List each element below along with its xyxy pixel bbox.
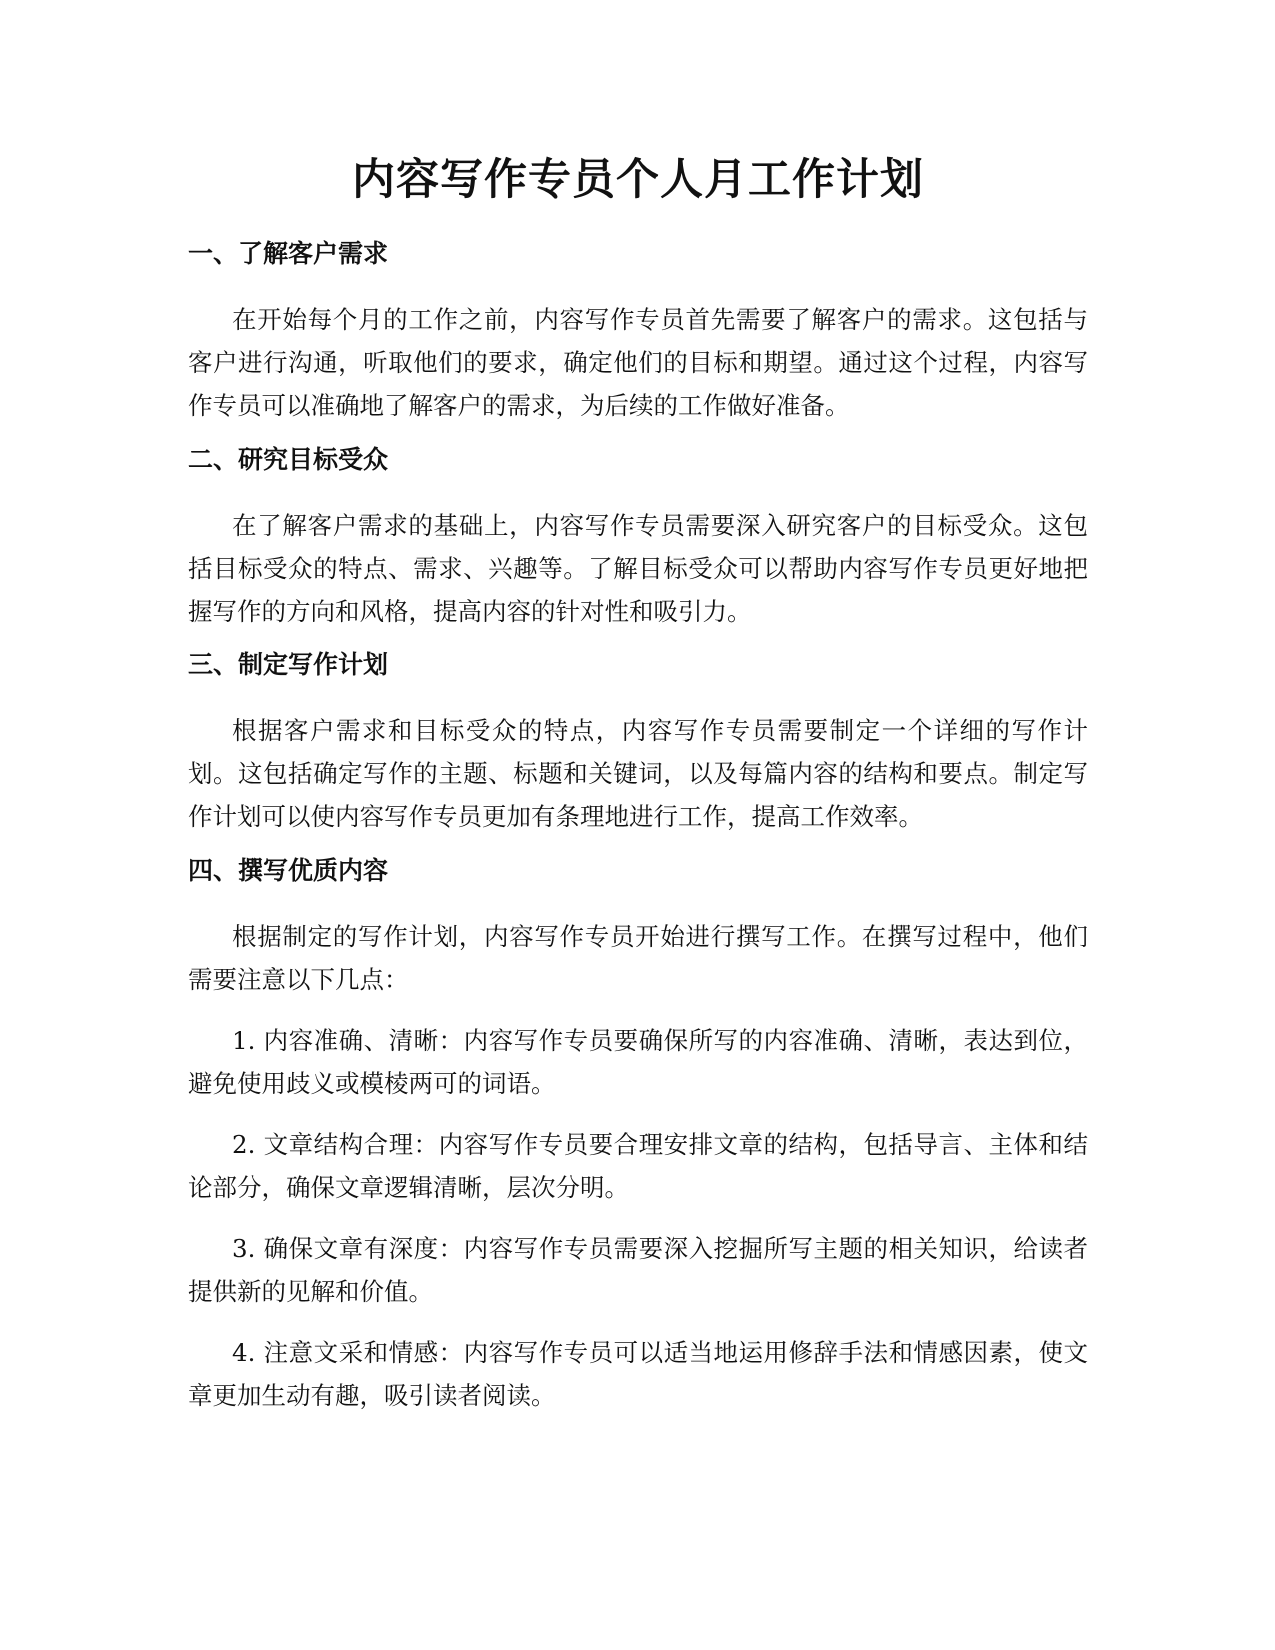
section-3: [188, 647, 1088, 838]
body-paragraph: 在了解客户需求的基础上，内容写作专员需要深入研究客户的目标受众。这包括目标受众的特点、需求、兴趣等。了解目标受众可以帮助内容写作专员更好地把握写作的方向和风格，提高内容的针对性和吸引力。: [188, 511, 1088, 626]
list-item: 3. 确保文章有深度：内容写作专员需要深入挖掘所写主题的相关知识，给读者提供新的见解和价值。: [188, 1234, 1088, 1306]
section-4: [188, 853, 1088, 1417]
section-heading: 四、撰写优质内容: [188, 856, 389, 885]
section-heading: 一、了解客户需求: [188, 239, 389, 268]
body-paragraph: 根据客户需求和目标受众的特点，内容写作专员需要制定一个详细的写作计划。这包括确定写作的主题、标题和关键词，以及每篇内容的结构和要点。制定写作计划可以使内容写作专员更加有条理地进行工作，提高工作效率。: [188, 716, 1088, 831]
list-item: 2. 文章结构合理：内容写作专员要合理安排文章的结构，包括导言、主体和结论部分，确保文章逻辑清晰，层次分明。: [188, 1130, 1088, 1202]
list-item: 1. 内容准确、清晰：内容写作专员要确保所写的内容准确、清晰，表达到位，避免使用歧义或模棱两可的词语。: [188, 1026, 1088, 1098]
body-paragraph: 根据制定的写作计划，内容写作专员开始进行撰写工作。在撰写过程中，他们需要注意以下几点：: [188, 922, 1088, 994]
section-heading: 三、制定写作计划: [188, 650, 389, 679]
section-2: [188, 442, 1088, 633]
list-item: 4. 注意文采和情感：内容写作专员可以适当地运用修辞手法和情感因素，使文章更加生动有趣，吸引读者阅读。: [188, 1338, 1088, 1410]
body-paragraph: 在开始每个月的工作之前，内容写作专员首先需要了解客户的需求。这包括与客户进行沟通，听取他们的要求，确定他们的目标和期望。通过这个过程，内容写作专员可以准确地了解客户的需求，为后续的工作做好准备。: [188, 305, 1088, 420]
document-title: 内容写作专员个人月工作计划: [352, 155, 924, 205]
section-heading: 二、研究目标受众: [188, 445, 389, 474]
section-1: [188, 236, 1088, 427]
